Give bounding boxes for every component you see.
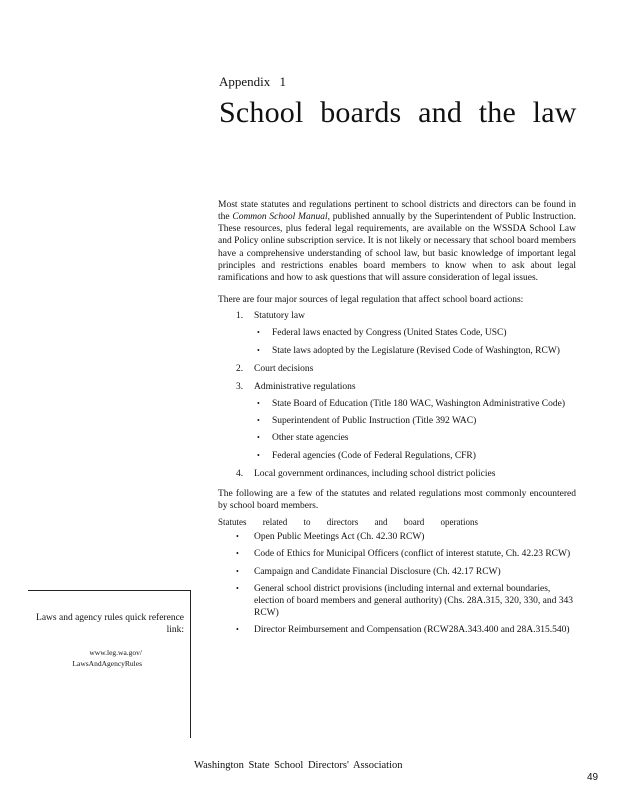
operations-list [218, 531, 576, 636]
source-item [218, 310, 576, 356]
source-subitem: • Federal laws enacted by Congress (United States Code, USC) [254, 327, 576, 339]
main-content [218, 199, 576, 641]
source-item [218, 381, 576, 462]
source-subitems [254, 398, 576, 462]
common-school-manual-ref: Common School Manual [232, 212, 328, 223]
operations-item: • Director Reimbursement and Compensation (RCW28A.343.400 and 28A.315.540) [218, 624, 576, 636]
page-title: School boards and the law [219, 96, 577, 129]
quick-reference-link[interactable] [72, 647, 142, 669]
page-number: 49 [587, 772, 599, 783]
footer-org: Washington State School Directors' Association [194, 760, 403, 771]
quick-reference-title: Laws and agency rules quick reference link: [36, 613, 184, 635]
source-number: 4. [236, 468, 244, 479]
following-paragraph: The following are a few of the statutes and related regulations most commonly encountered by school board members. [218, 488, 576, 511]
source-label: Court decisions [254, 363, 314, 374]
sources-list [218, 310, 576, 480]
source-subitem: • Federal agencies (Code of Federal Regulations, CFR) [254, 450, 576, 462]
intro-paragraph [218, 199, 576, 284]
link-line: www.leg.wa.gov/ [89, 648, 142, 657]
operations-item: • General school district provisions (including internal and external boundaries, election of board members and general authority) (Chs. 28A.315, 320, 330, and 343 RCW) [218, 583, 576, 619]
operations-item: • Code of Ethics for Municipal Officers (conflict of interest statute, Ch. 42.23 RCW) [218, 548, 576, 560]
source-subitem: • Other state agencies [254, 432, 576, 444]
operations-item: • Open Public Meetings Act (Ch. 42.30 RCW) [218, 531, 576, 543]
source-label: Statutory law [254, 311, 305, 322]
intro-text-start: Most state statutes and regulations pertinent to school districts and directors can be found in the [218, 200, 576, 223]
source-number: 2. [236, 363, 244, 374]
source-subitem: • State laws adopted by the Legislature (Revised Code of Washington, RCW) [254, 345, 576, 357]
operations-heading: Statutes related to directors and board operations [218, 517, 478, 528]
source-label: Local government ordinances, including school district policies [254, 468, 496, 479]
source-label: Administrative regulations [254, 381, 356, 392]
sources-intro: There are four major sources of legal regulation that affect school board actions: [218, 295, 524, 306]
operations-item: • Campaign and Candidate Financial Disclosure (Ch. 42.17 RCW) [218, 566, 576, 578]
intro-text-end: , published annually by the Superintendent of Public Instruction. These resources, plus federal legal requirements, are available on the WSSDA School Law and Policy online subscription service. It is not likely or necessary that school board members have a comprehensive understanding of school law, but basic knowledge of important legal principles and restrictions enables board members to know when to ask about legal ramifications and how to ask questions that will assure consideration of legal issues. [218, 212, 576, 283]
source-subitem: • State Board of Education (Title 180 WAC, Washington Administrative Code) [254, 398, 576, 410]
link-line: LawsAndAgencyRules [72, 659, 142, 668]
appendix-label: Appendix 1 [219, 74, 287, 89]
source-item [218, 468, 576, 480]
source-subitem: • Superintendent of Public Instruction (Title 392 WAC) [254, 415, 576, 427]
quick-reference-box [28, 590, 191, 738]
source-item [218, 363, 576, 375]
source-number: 3. [236, 381, 244, 392]
source-subitems [254, 327, 576, 356]
source-number: 1. [236, 311, 244, 322]
